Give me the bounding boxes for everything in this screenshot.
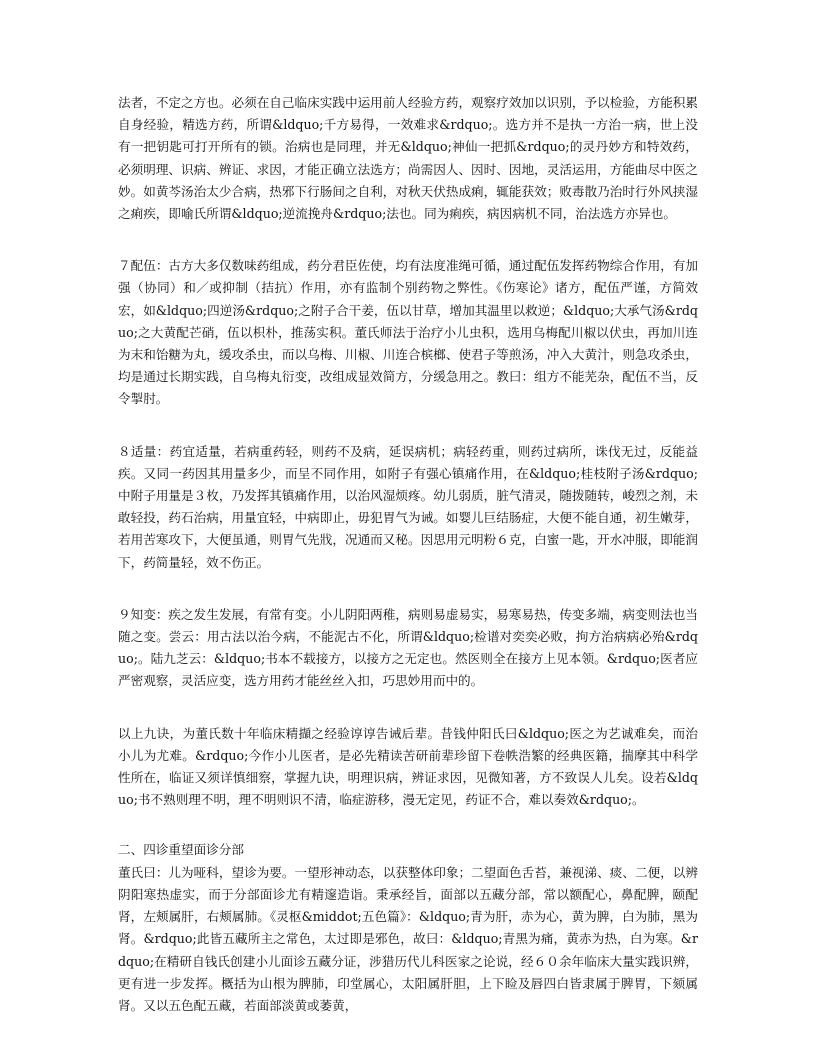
paragraph-gap	[118, 574, 698, 604]
paragraph-face-inspection: 董氏曰：儿为哑科，望诊为要。一望形神动态，以获整体印象；二望面色舌苔，兼视涕、痰、二便，以辨阴阳寒热虚实，而于分部面诊尤有精邃造诣。秉承经旨，面部以五藏分部，常以额配心，鼻配脾，颐配肾，左颊属肝，右颊属肺。《灵枢&middot;五色篇》：&ldquo;青为肝，赤为心，黄为脾，白为肺，黑为肾。&rdquo;此皆五藏所主之常色，太过即是邪色，故曰：&ldquo;青黑为痛，黄赤为热，白为寒。&rdquo;在精研自钱氏创建小儿面诊五藏分证，涉猎历代儿科医家之论说，经６０余年临床大量实践识辨，更有进一步发挥。概括为山根为脾肺，印堂属心，太阳属肝胆，上下睑及唇四白皆隶属于脾胃，下颏属肾。又以五色配五藏，若面部淡黄或萎黄，	[118, 864, 698, 1013]
section-heading: 二、四诊重望面诊分部	[118, 842, 244, 858]
paragraph-gap	[118, 811, 698, 839]
paragraph-9-adaptation: ９知变：疾之发生发展，有常有变。小儿阴阳两稚，病则易虚易实，易寒易热，传变多端，病变则法也当随之变。尝云：用古法以治今病，不能泥古不化，所谓&ldquo;检谱对奕奕必败，拘方治病病必殆&rdquo;。陆九芝云：&ldquo;书本不载接方，以接方之无定也。然医则全在接方上见本领。&rdquo;医者应严密观察，灵活应变，选方用药才能丝丝入扣，巧思妙用而中的。	[118, 606, 698, 689]
paragraph-summary: 以上九诀，为董氏数十年临床精擷之经验谆谆告诫后辈。昔钱仲阳氏曰&ldquo;医之为艺诚难矣，而治小儿为尤难。&rdquo;今作小儿医者，是必先精读苦研前辈珍留下卷帙浩繁的经典医籍，揣摩其中科学性所在，临证又须详慎细察，掌握九诀，明理识病，辨证求因，见微知著，方不致误人儿矣。设若&ldquo;书不熟则理不明，理不明则识不清，临症游移，漫无定见，药证不合，难以奏效&rdquo;。	[118, 725, 698, 808]
paragraph-method-selection: 法者，不定之方也。必须在自己临床实践中运用前人经验方药，观察疗效加以识别，予以检验，方能积累自身经验，精选方药，所谓&ldquo;千方易得，一效难求&rdquo;。选方并不是执一方治一病，世上没有一把钥匙可打开所有的锁。治病也是同理，并无&ldquo;神仙一把抓&rdquo;的灵丹妙方和特效药，必须明理、识病、辨证、求因，才能正确立法选方；尚需因人、因时、因地，灵活运用，方能曲尽中医之妙。如黄芩汤治太少合病，热邪下行肠间之自利，对秋天伏热成痢，辄能获效；败毒散乃治时行外风挟湿之痢疾，即喻氏所谓&ldquo;逆流挽舟&rdquo;法也。同为痢疾，病因病机不同，治法选方亦异也。	[118, 95, 698, 222]
paragraph-7-compatibility: ７配伍：古方大多仅数味药组成，药分君臣佐使，均有法度准绳可循，通过配伍发挥药物综合作用，有加强（协同）和／或抑制（拮抗）作用，亦有监制个别药物之弊性。《伤寒论》诸方，配伍严谨，方简效宏，如&ldquo;四逆汤&rdquo;之附子合干姜，伍以甘草，增加其温里以救逆；&ldquo;大承气汤&rdquo;之大黄配芒硝，伍以枳朴，推荡实积。董氏师法于治疗小儿虫积，选用乌梅配川椒以伏虫，再加川连为末和饴糖为丸，缓攻杀虫，而以乌梅、川椒、川连合槟榔、使君子等煎汤，冲入大黄汁，则急攻杀虫，均是通过长期实践，自乌梅丸衍变，改组成显效简方，分缓急用之。教曰：组方不能芜杂，配伍不当，反令掣肘。	[118, 258, 698, 407]
paragraph-gap	[118, 225, 698, 255]
paragraph-gap	[118, 411, 698, 441]
paragraph-8-dosage: ８适量：药宜适量，若病重药轻，则药不及病，延误病机；病轻药重，则药过病所，诛伐无过，反能益疾。又同一药因其用量多少，而呈不同作用，如附子有强心镇痛作用，在&ldquo;桂枝附子汤&rdquo;中附子用量是３枚，乃发挥其镇痛作用，以治风湿烦疼。幼儿弱质，脏气清灵，随拨随转，峻烈之剂，未敢轻投，药石治病，用量宜轻，中病即止，毋犯胃气为诫。如婴儿巨结肠症，大便不能自通，初生嫩芽，若用苦寒攻下，大便虽通，则胃气先戕，况通而又秘。因思用元明粉６克，白蜜一匙，开水冲服，即能润下，药简量轻，效不伤正。	[118, 443, 698, 570]
document-page	[118, 92, 698, 1017]
paragraph-gap	[118, 693, 698, 723]
